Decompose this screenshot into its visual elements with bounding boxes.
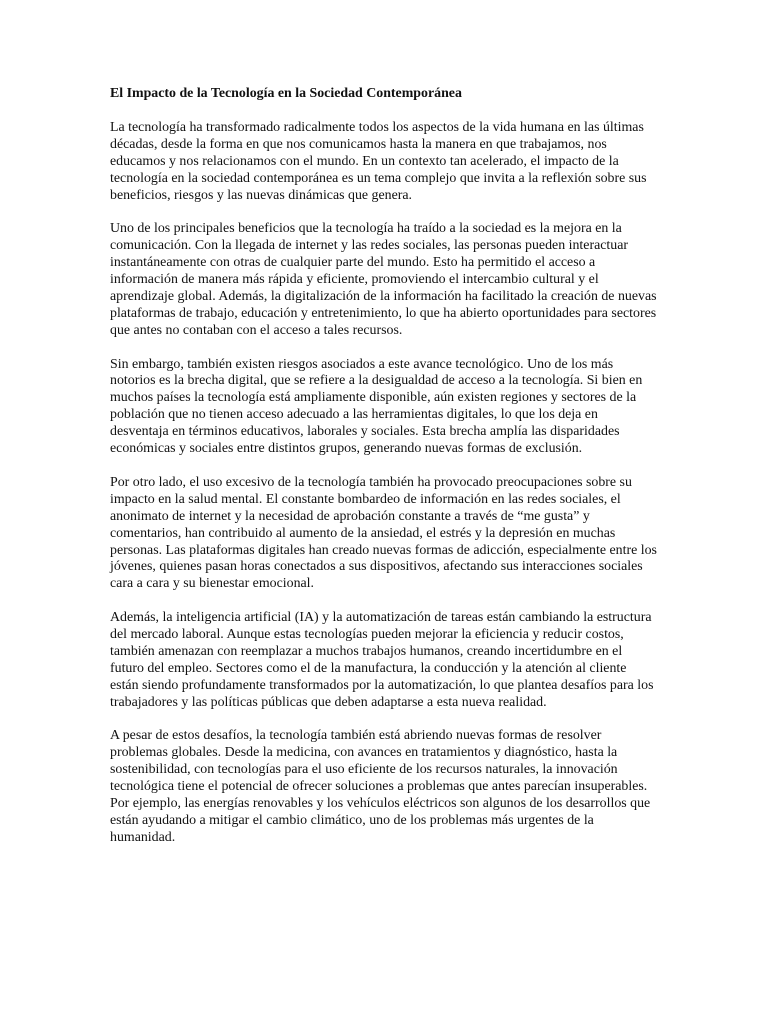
paragraph-intro: La tecnología ha transformado radicalmente todos los aspectos de la vida humana en las últimas décadas, desde la forma en que nos comunicamos hasta la manera en que trabajamos, nos educamos y nos relacionamos con el mundo. En un contexto tan acelerado, el impacto de la tecnología en la sociedad contemporánea es un tema complejo que invita a la reflexión sobre sus beneficios, riesgos y las nuevas dinámicas que genera. bbox=[110, 119, 647, 203]
paragraph-digital-divide: Sin embargo, también existen riesgos asociados a este avance tecnológico. Uno de los más notorios es la brecha digital, que se refiere a la desigualdad de acceso a la tecnología. Si bien en muchos países la tecnología está ampliamente disponible, aún existen regiones y sectores de la población que no tienen acceso adecuado a las herramientas digitales, lo que los deja en desventaja en términos educativos, laborales y sociales. Esta brecha amplía las disparidades económicas y sociales entre distintos grupos, generando nuevas formas de exclusión. bbox=[110, 356, 643, 457]
document-body bbox=[110, 86, 658, 864]
paragraph-global-solutions: A pesar de estos desafíos, la tecnología también está abriendo nuevas formas de resolver problemas globales. Desde la medicina, con avances en tratamientos y diagnóstico, hasta la sostenibilidad, con tecnologías para el uso eficiente de los recursos naturales, la innovación tecnológica tiene el potencial de ofrecer soluciones a problemas que antes parecían insuperables. Por ejemplo, las energías renovables y los vehículos eléctricos son algunos de los desarrollos que están ayudando a mitigar el cambio climático, uno de los problemas más urgentes de la humanidad. bbox=[110, 728, 651, 845]
paragraph-automation: Además, la inteligencia artificial (IA) y la automatización de tareas están cambiando la estructura del mercado laboral. Aunque estas tecnologías pueden mejorar la eficiencia y reducir costos, también amenazan con reemplazar a muchos trabajos humanos, creando incertidumbre en el futuro del empleo. Sectores como el de la manufactura, la conducción y la atención al cliente están siendo profundamente transformados por la automatización, lo que plantea desafíos para los trabajadores y las políticas públicas que deben adaptarse a esta nueva realidad. bbox=[110, 610, 654, 710]
document-title: El Impacto de la Tecnología en la Sociedad Contemporánea bbox=[110, 86, 462, 101]
paragraph-communication: Uno de los principales beneficios que la tecnología ha traído a la sociedad es la mejora en la comunicación. Con la llegada de internet y las redes sociales, las personas pueden interactuar instantáneamente con otras de cualquier parte del mundo. Esto ha permitido el acceso a información de manera más rápida y eficiente, promoviendo el intercambio cultural y el aprendizaje global. Además, la digitalización de la información ha facilitado la creación de nuevas plataformas de trabajo, educación y entretenimiento, lo que ha abierto oportunidades para sectores que antes no contaban con el acceso a tales recursos. bbox=[110, 221, 657, 338]
paragraph-mental-health: Por otro lado, el uso excesivo de la tecnología también ha provocado preocupaciones sobre su impacto en la salud mental. El constante bombardeo de información en las redes sociales, el anonimato de internet y la necesidad de aprobación constante a través de “me gusta” y comentarios, han contribuido al aumento de la ansiedad, el estrés y la depresión en muchas personas. Las plataformas digitales han creado nuevas formas de adicción, especialmente entre los jóvenes, quienes pasan horas conectados a sus dispositivos, afectando sus interacciones sociales cara a cara y su bienestar emocional. bbox=[110, 474, 657, 592]
